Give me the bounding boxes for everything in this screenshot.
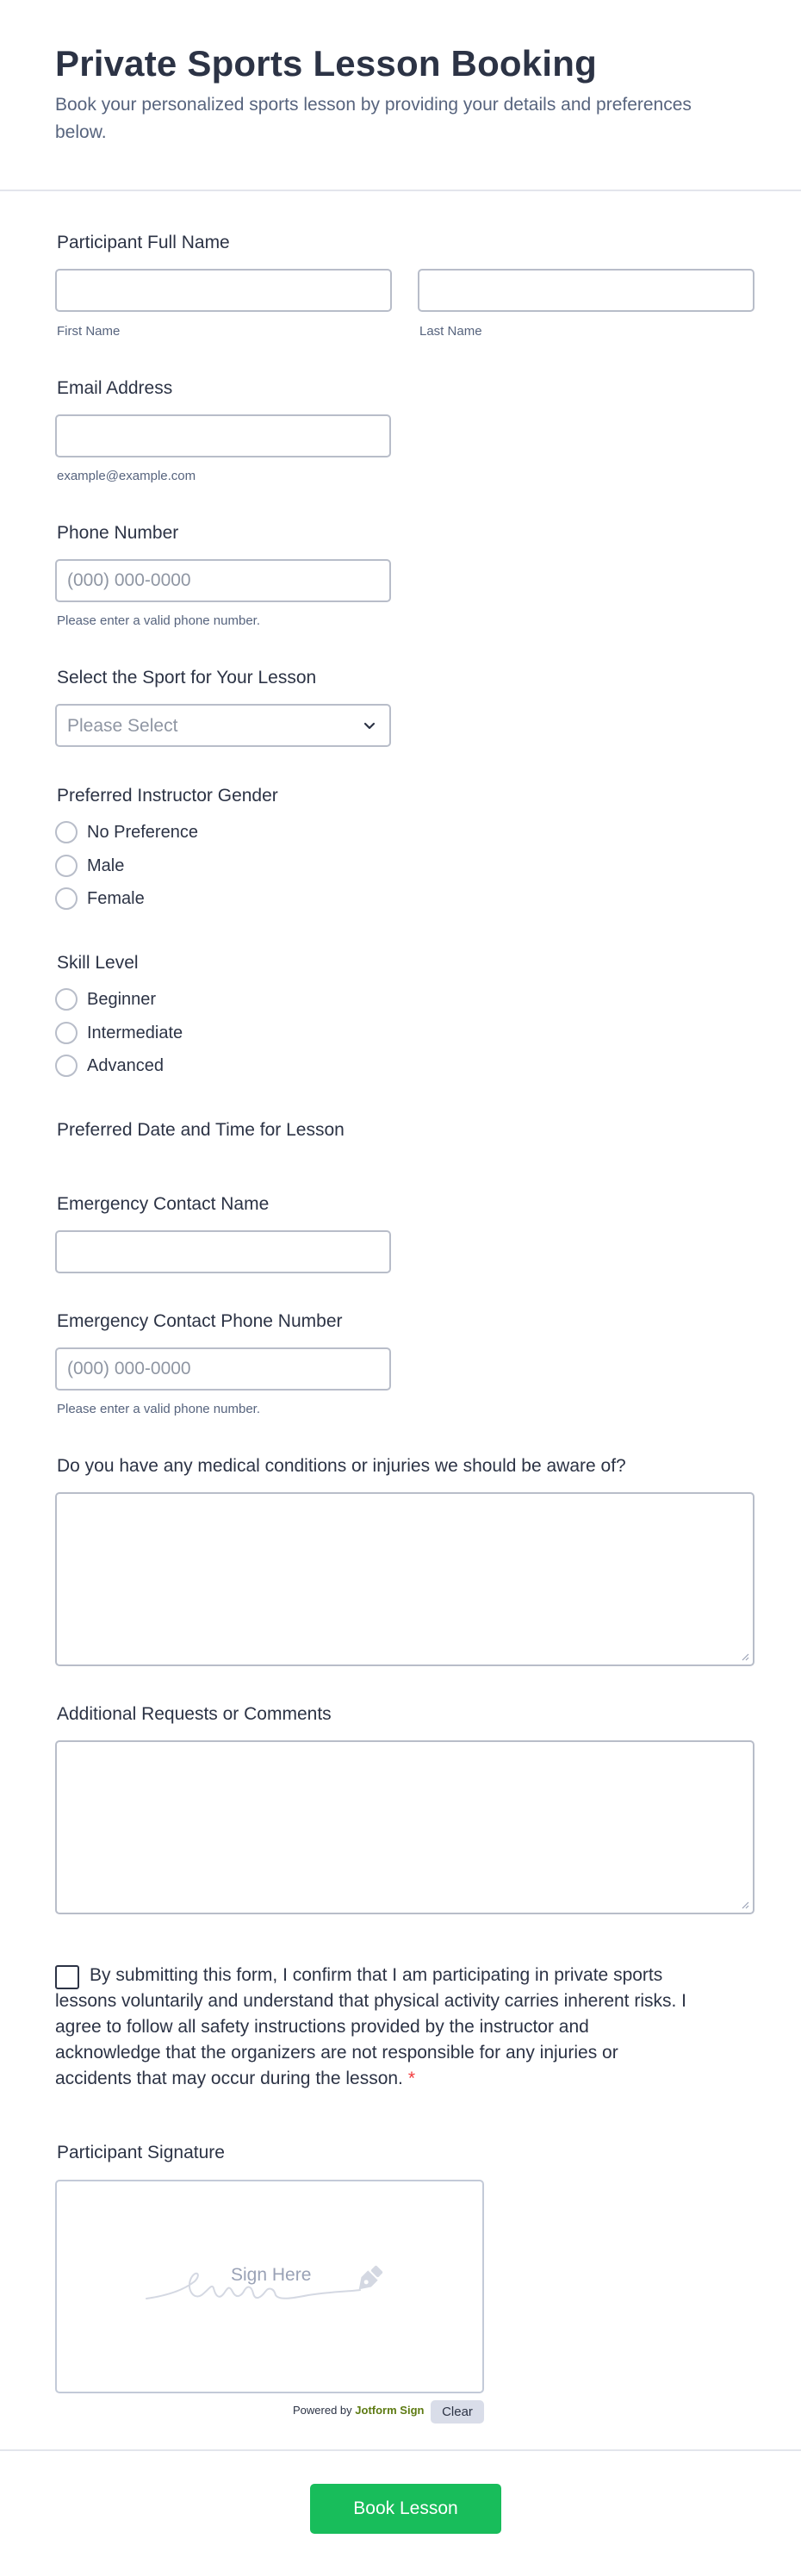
radio-icon[interactable]: [55, 821, 78, 843]
first-name-sublabel: First Name: [57, 324, 121, 339]
radio-label: Female: [87, 889, 145, 908]
form-header: [0, 0, 801, 191]
chevron-down-icon: [362, 718, 377, 733]
date-time-label: Preferred Date and Time for Lesson: [57, 1120, 345, 1140]
emergency-phone-input[interactable]: [55, 1347, 391, 1391]
sport-label: Select the Sport for Your Lesson: [57, 668, 317, 688]
book-lesson-button[interactable]: Book Lesson: [310, 2484, 501, 2534]
powered-by-label: Powered by: [293, 2404, 352, 2417]
form-title: Private Sports Lesson Booking: [55, 43, 597, 84]
emergency-phone-label: Emergency Contact Phone Number: [57, 1311, 343, 1331]
pen-icon: [351, 2262, 386, 2297]
radio-label: Advanced: [87, 1056, 164, 1075]
emergency-phone-sublabel: Please enter a valid phone number.: [57, 1402, 260, 1416]
medical-textarea[interactable]: [55, 1492, 754, 1666]
radio-icon[interactable]: [55, 887, 78, 910]
comments-textarea[interactable]: [55, 1740, 754, 1914]
phone-sublabel: Please enter a valid phone number.: [57, 613, 260, 628]
signature-placeholder: Sign Here: [231, 2265, 312, 2285]
footer-divider: [0, 2449, 801, 2451]
participant-name-label: Participant Full Name: [57, 233, 230, 252]
resize-grip-icon[interactable]: [741, 1652, 749, 1661]
consent-statement: [55, 1963, 692, 2092]
email-sublabel: example@example.com: [57, 469, 196, 483]
signature-pad[interactable]: [55, 2180, 484, 2393]
radio-label: Beginner: [87, 990, 157, 1009]
brand-link[interactable]: Jotform Sign: [355, 2404, 425, 2417]
sport-select[interactable]: [55, 704, 391, 747]
radio-icon[interactable]: [55, 1022, 78, 1044]
phone-input[interactable]: [55, 559, 391, 602]
emergency-name-input[interactable]: [55, 1230, 391, 1273]
powered-by-text: [293, 2404, 424, 2417]
signature-label: Participant Signature: [57, 2143, 225, 2162]
radio-icon[interactable]: [55, 855, 78, 877]
consent-text: By submitting this form, I confirm that I am participating in private sports lessons voluntarily and understand that physical activity carries inherent risks. I agree to follow all safety instructions provided by the instructor and acknowledge that the organizers are not responsible for any injuries or accidents that may occur during the lesson.: [55, 1965, 687, 2088]
last-name-sublabel: Last Name: [419, 324, 482, 339]
form-subtitle: Book your personalized sports lesson by providing your details and preferences below.: [55, 95, 692, 142]
clear-signature-button[interactable]: Clear: [431, 2400, 484, 2424]
sport-select-value: Please Select: [67, 716, 178, 736]
email-label: Email Address: [57, 378, 173, 398]
first-name-input[interactable]: [55, 269, 392, 312]
radio-icon[interactable]: [55, 988, 78, 1011]
medical-label: Do you have any medical conditions or injuries we should be aware of?: [57, 1456, 626, 1476]
instructor-gender-label: Preferred Instructor Gender: [57, 786, 278, 806]
radio-icon[interactable]: [55, 1055, 78, 1077]
email-input[interactable]: [55, 414, 391, 457]
last-name-input[interactable]: [418, 269, 754, 312]
phone-label: Phone Number: [57, 523, 179, 543]
radio-label: No Preference: [87, 823, 198, 842]
resize-grip-icon[interactable]: [741, 1901, 749, 1909]
consent-checkbox-icon[interactable]: [55, 1965, 79, 1989]
required-asterisk: *: [407, 2069, 416, 2088]
comments-label: Additional Requests or Comments: [57, 1704, 332, 1724]
emergency-name-label: Emergency Contact Name: [57, 1194, 270, 1214]
radio-label: Male: [87, 856, 125, 875]
radio-label: Intermediate: [87, 1024, 183, 1042]
skill-level-label: Skill Level: [57, 953, 139, 973]
